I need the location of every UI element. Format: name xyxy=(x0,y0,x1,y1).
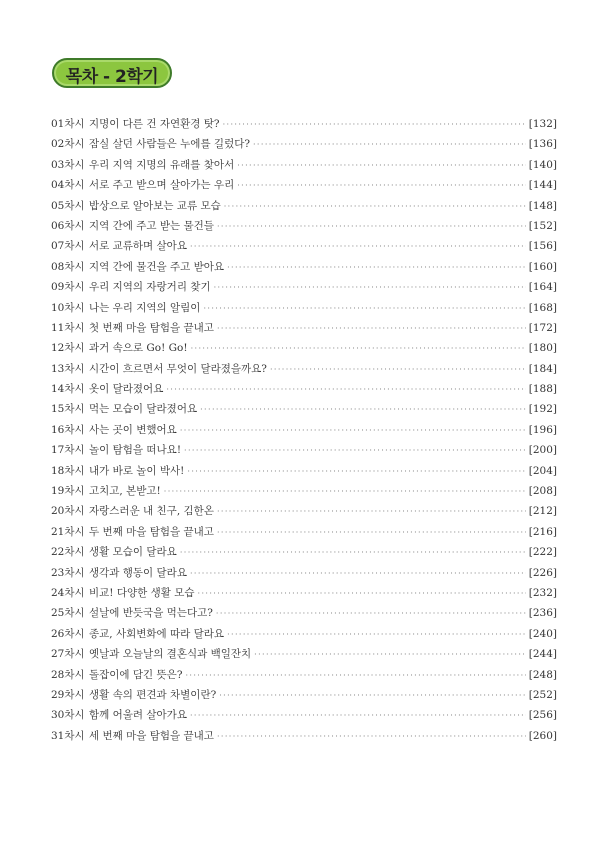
lesson-title: 우리 지역 지명의 유래를 찾아서 xyxy=(89,158,235,171)
dot-leader xyxy=(224,197,526,217)
dot-leader xyxy=(217,523,526,543)
dot-leader xyxy=(184,441,526,461)
lesson-number: 03차시 xyxy=(51,158,85,171)
lesson-title: 지역 간에 주고 받는 물건들 xyxy=(89,219,214,232)
toc-entry[interactable] xyxy=(51,522,557,542)
page-number: [196] xyxy=(528,423,557,436)
lesson-number: 05차시 xyxy=(51,199,85,212)
dot-leader xyxy=(166,380,525,400)
dot-leader xyxy=(217,217,526,237)
dot-leader xyxy=(237,156,526,176)
lesson-title: 옷이 달라졌어요 xyxy=(89,383,164,396)
lesson-number: 25차시 xyxy=(51,607,85,620)
lesson-title: 돌잡이에 담긴 뜻은? xyxy=(89,668,183,681)
toc-entry[interactable] xyxy=(51,175,557,195)
dot-leader xyxy=(227,625,526,645)
lesson-title: 옛날과 오늘날의 결혼식과 백일잔치 xyxy=(89,648,252,661)
page-number: [244] xyxy=(528,648,557,661)
dot-leader xyxy=(180,421,526,441)
page-number: [204] xyxy=(528,464,557,477)
dot-leader xyxy=(185,666,525,686)
lesson-number: 06차시 xyxy=(51,219,85,232)
toc-entry[interactable] xyxy=(51,379,557,399)
dot-leader xyxy=(191,339,526,359)
page-number: [172] xyxy=(528,321,557,334)
lesson-title: 비교! 다양한 생활 모습 xyxy=(89,586,195,599)
toc-entry[interactable] xyxy=(51,461,557,481)
toc-entry[interactable] xyxy=(51,318,557,338)
page-number: [256] xyxy=(528,709,557,722)
dot-leader xyxy=(217,319,526,339)
lesson-title: 내가 바로 놀이 박사! xyxy=(89,464,185,477)
toc-entry[interactable] xyxy=(51,726,557,746)
toc-entry[interactable] xyxy=(51,420,557,440)
lesson-number: 21차시 xyxy=(51,525,85,538)
dot-leader xyxy=(223,115,526,135)
page-number: [252] xyxy=(528,688,557,701)
lesson-number: 01차시 xyxy=(51,118,85,130)
toc-entry[interactable] xyxy=(51,440,557,460)
toc-entry[interactable] xyxy=(51,685,557,705)
page-number: [200] xyxy=(528,444,557,457)
page-number: [180] xyxy=(528,342,557,355)
page-number: [140] xyxy=(528,158,557,171)
lesson-title: 잠실 살던 사람들은 누에를 길렀다? xyxy=(89,138,250,151)
page-number: [260] xyxy=(528,729,557,742)
lesson-title: 함께 어울려 살아가요 xyxy=(89,709,187,722)
lesson-number: 12차시 xyxy=(51,342,85,355)
lesson-title: 나는 우리 지역의 알림이 xyxy=(89,301,201,314)
page-title: 목차 - 2학기 xyxy=(65,67,159,87)
lesson-title: 놀이 탐험을 떠나요! xyxy=(89,444,182,457)
toc-entry[interactable] xyxy=(51,359,557,379)
page-number: [192] xyxy=(528,403,557,416)
dot-leader xyxy=(217,727,526,747)
dot-leader xyxy=(190,706,526,726)
page-number: [216] xyxy=(528,525,557,538)
page-number: [188] xyxy=(528,383,557,396)
lesson-number: 09차시 xyxy=(51,281,85,294)
lesson-title: 서로 교류하며 살아요 xyxy=(89,240,187,253)
lesson-title: 먹는 모습이 달라졌어요 xyxy=(89,403,198,416)
toc-entry[interactable] xyxy=(51,338,557,358)
lesson-number: 14차시 xyxy=(51,383,85,396)
lesson-title: 생활 속의 편견과 차별이란? xyxy=(89,688,217,701)
page-number: [168] xyxy=(528,301,557,314)
section-badge xyxy=(52,58,172,88)
lesson-number: 29차시 xyxy=(51,688,85,701)
lesson-title: 밥상으로 알아보는 교류 모습 xyxy=(89,199,221,212)
lesson-number: 18차시 xyxy=(51,464,85,477)
page-number: [136] xyxy=(528,138,557,151)
toc-entry[interactable] xyxy=(51,583,557,603)
toc-entry[interactable] xyxy=(51,196,557,216)
toc-entry[interactable] xyxy=(51,155,557,175)
toc-entry[interactable] xyxy=(51,542,557,562)
dot-leader xyxy=(227,258,526,278)
lesson-title: 지명이 다른 건 자연환경 탓? xyxy=(89,118,220,130)
lesson-number: 11차시 xyxy=(51,321,85,334)
page-number: [156] xyxy=(528,240,557,253)
dot-leader xyxy=(217,502,526,522)
toc-entry[interactable] xyxy=(51,134,557,154)
lesson-number: 20차시 xyxy=(51,505,85,518)
dot-leader xyxy=(200,400,526,420)
toc-entry[interactable] xyxy=(51,481,557,501)
dot-leader xyxy=(203,299,525,319)
lesson-title: 우리 지역의 자랑거리 찾기 xyxy=(89,281,211,294)
dot-leader xyxy=(270,360,526,380)
lesson-number: 19차시 xyxy=(51,485,85,498)
page-number: [144] xyxy=(528,179,557,192)
toc-entry[interactable] xyxy=(51,665,557,685)
lesson-number: 15차시 xyxy=(51,403,85,416)
toc-entry[interactable] xyxy=(51,644,557,664)
lesson-number: 02차시 xyxy=(51,138,85,151)
lesson-title: 두 번째 마을 탐험을 끝내고 xyxy=(89,525,214,538)
page-number: [164] xyxy=(528,281,557,294)
lesson-title: 서로 주고 받으며 살아가는 우리 xyxy=(89,179,235,192)
lesson-number: 17차시 xyxy=(51,444,85,457)
lesson-title: 과거 속으로 Go! Go! xyxy=(89,342,188,355)
dot-leader xyxy=(253,135,526,155)
lesson-title: 종교, 사회변화에 따라 달라요 xyxy=(89,627,225,640)
page-number: [226] xyxy=(528,566,557,579)
toc-entry[interactable] xyxy=(51,298,557,318)
lesson-number: 07차시 xyxy=(51,240,85,253)
lesson-number: 30차시 xyxy=(51,709,85,722)
toc-entry[interactable] xyxy=(51,277,557,297)
lesson-number: 28차시 xyxy=(51,668,85,681)
dot-leader xyxy=(198,584,526,604)
lesson-number: 08차시 xyxy=(51,260,85,273)
dot-leader xyxy=(190,564,526,584)
dot-leader xyxy=(219,686,526,706)
lesson-number: 16차시 xyxy=(51,423,85,436)
lesson-number: 27차시 xyxy=(51,648,85,661)
lesson-number: 23차시 xyxy=(51,566,85,579)
page-number: [212] xyxy=(528,505,557,518)
toc-entry[interactable] xyxy=(51,603,557,623)
dot-leader xyxy=(254,645,526,665)
lesson-title: 사는 곳이 변했어요 xyxy=(89,423,177,436)
lesson-number: 31차시 xyxy=(51,729,85,742)
toc-entry[interactable] xyxy=(51,114,557,134)
page-number: [160] xyxy=(528,260,557,273)
dot-leader xyxy=(190,237,526,257)
lesson-title: 자랑스러운 내 친구, 김한온 xyxy=(89,505,214,518)
lesson-title: 세 번째 마을 탐험을 끝내고 xyxy=(89,729,214,742)
toc-entry[interactable] xyxy=(51,399,557,419)
dot-leader xyxy=(180,543,526,563)
lesson-number: 26차시 xyxy=(51,627,85,640)
toc-entry[interactable] xyxy=(51,705,557,725)
lesson-title: 생활 모습이 달라요 xyxy=(89,546,177,559)
lesson-number: 13차시 xyxy=(51,362,85,375)
page-number: [184] xyxy=(528,362,557,375)
lesson-title: 생각과 행동이 달라요 xyxy=(89,566,187,579)
lesson-number: 22차시 xyxy=(51,546,85,559)
toc-entry[interactable] xyxy=(51,257,557,277)
page-number: [232] xyxy=(528,586,557,599)
toc-entry[interactable] xyxy=(51,501,557,521)
page-number: [236] xyxy=(528,607,557,620)
lesson-title: 고치고, 본받고! xyxy=(89,485,161,498)
lesson-title: 시간이 흐르면서 무엇이 달라졌을까요? xyxy=(89,362,267,375)
lesson-title: 첫 번째 마을 탐험을 끝내고 xyxy=(89,321,214,334)
page-number: [152] xyxy=(528,219,557,232)
table-of-contents xyxy=(51,114,557,746)
page-number: [132] xyxy=(528,118,557,130)
toc-entry[interactable] xyxy=(51,236,557,256)
lesson-title: 설날에 반듯국을 먹는다고? xyxy=(89,607,213,620)
dot-leader xyxy=(214,278,526,298)
lesson-number: 24차시 xyxy=(51,586,85,599)
dot-leader xyxy=(164,482,526,502)
dot-leader xyxy=(237,176,526,196)
toc-entry[interactable] xyxy=(51,624,557,644)
lesson-title: 지역 간에 물건을 주고 받아요 xyxy=(89,260,225,273)
dot-leader xyxy=(216,604,526,624)
page-number: [248] xyxy=(528,668,557,681)
lesson-number: 04차시 xyxy=(51,179,85,192)
toc-entry[interactable] xyxy=(51,563,557,583)
lesson-number: 10차시 xyxy=(51,301,85,314)
dot-leader xyxy=(187,462,525,482)
page-number: [148] xyxy=(528,199,557,212)
page-number: [222] xyxy=(528,546,557,559)
toc-entry[interactable] xyxy=(51,216,557,236)
page-number: [240] xyxy=(528,627,557,640)
page-number: [208] xyxy=(528,485,557,498)
